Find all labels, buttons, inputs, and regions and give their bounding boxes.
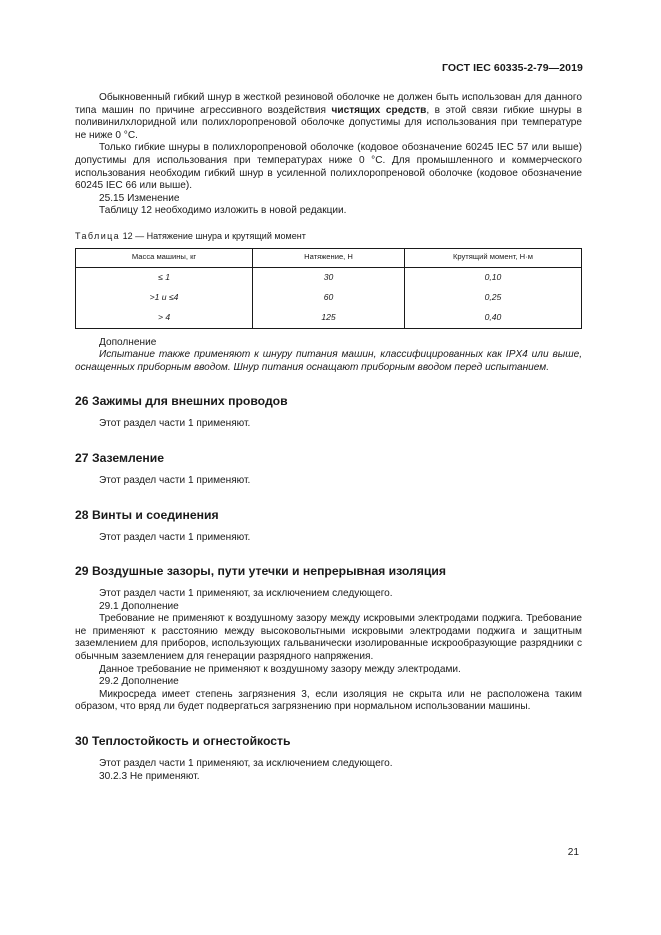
clause-29-1-text: Требование не применяют к воздушному зазору между искровыми электродами поджига. Требование не применяют к расстоянию между высоковольтными искровыми электродами поджига и защитным заземлением для приборов, использующих гальванически изолированные искрообразующие разрядники с обычным заземлением для генерации разрядного напряжения. [75, 613, 582, 663]
section-27-heading: 27 Заземление [75, 450, 165, 465]
table-cell: 30 [253, 267, 405, 288]
page-content [75, 92, 582, 783]
section-29-heading: 29 Воздушные зазоры, пути утечки и непрерывная изоляция [75, 564, 446, 579]
section-30-heading: 30 Теплостойкость и огнестойкость [75, 734, 291, 749]
paragraph-cord-pcp: Только гибкие шнуры в полихлоропреновой оболочке (кодовое обозначение 60245 IEC 57 или выше) допустимы для использования при температурах ниже 0 °С. Для промышленного и коммерческого использования необходим гибкий шнур в усиленной полихлоропреновой оболочке (кодовое обозначение 60245 IEC 66 или выше). [75, 142, 582, 192]
table-cell: 0,40 [404, 308, 581, 329]
section-26-heading: 26 Зажимы для внешних проводов [75, 394, 288, 409]
paragraph-cord-rubber [75, 92, 582, 142]
column-header-tension: Натяжение, Н [253, 248, 405, 267]
section-28-heading: 28 Винты и соединения [75, 507, 219, 522]
standard-header: ГОСТ IEC 60335-2-79—2019 [441, 62, 583, 74]
section-26-text: Этот раздел части 1 применяют. [99, 418, 251, 430]
section-30-text: Этот раздел части 1 применяют, за исключением следующего. [99, 758, 393, 770]
table-row [76, 308, 582, 329]
clause-29-2-text: Микросреда имеет степень загрязнения 3, если изоляция не скрыта или не расположена таким образом, что вряд ли будет подвергаться загрязнению при нормальном использовании машины. [75, 688, 582, 713]
table-cell: ≤ 1 [76, 267, 253, 288]
section-27-text: Этот раздел части 1 применяют. [99, 474, 251, 486]
paragraph-text: Обыкновенный гибкий шнур в жесткой резиновой оболочке не должен быть использован для данного типа машин по причине агрессивного воздействия [75, 92, 582, 116]
table-cell: 125 [253, 308, 405, 329]
section-29-text: Этот раздел части 1 применяют, за исключением следующего. [99, 588, 393, 600]
supplement-text: Испытание также применяют к шнуру питания машин, классифицированных как IPX4 или выше, оснащенных приборным вводом. Шнур питания оснащают приборным вводом перед испытанием. [75, 349, 582, 373]
table-caption-word: Таблица [75, 230, 121, 241]
table-cell: >1 и ≤4 [76, 288, 253, 308]
bold-term: чистящих средств [331, 104, 427, 116]
table-instruction: Таблицу 12 необходимо изложить в новой редакции. [99, 205, 347, 217]
table-header-row [76, 248, 582, 267]
column-header-torque: Крутящий момент, Н·м [404, 248, 581, 267]
clause-25-15: 25.15 Изменение [99, 192, 180, 204]
paragraph-text: , в этой связи гибкие шнуры в поливинилхлоридной или полихлоропреновой оболочке допустимы для использования при температуре не ниже 0 °С. [75, 104, 582, 141]
table-row [76, 267, 582, 288]
tension-torque-table [75, 248, 582, 329]
clause-29-1-note: Данное требование не применяют к воздушному зазору между электродами. [99, 663, 461, 675]
table-row [76, 288, 582, 308]
page-number: 21 [567, 847, 579, 858]
section-28-text: Этот раздел части 1 применяют. [99, 531, 251, 543]
clause-29-1: 29.1 Дополнение [99, 600, 179, 612]
clause-30-2-3: 30.2.3 Не применяют. [99, 770, 200, 782]
table-caption [75, 230, 582, 243]
table-cell: 0,25 [404, 288, 581, 308]
table-cell: > 4 [76, 308, 253, 329]
supplement-label: Дополнение [99, 336, 157, 348]
table-cell: 60 [253, 288, 405, 308]
table-caption-text: 12 — Натяжение шнура и крутящий момент [120, 230, 306, 241]
table-cell: 0,10 [404, 267, 581, 288]
column-header-mass: Масса машины, кг [76, 248, 253, 267]
clause-29-2: 29.2 Дополнение [99, 676, 179, 688]
